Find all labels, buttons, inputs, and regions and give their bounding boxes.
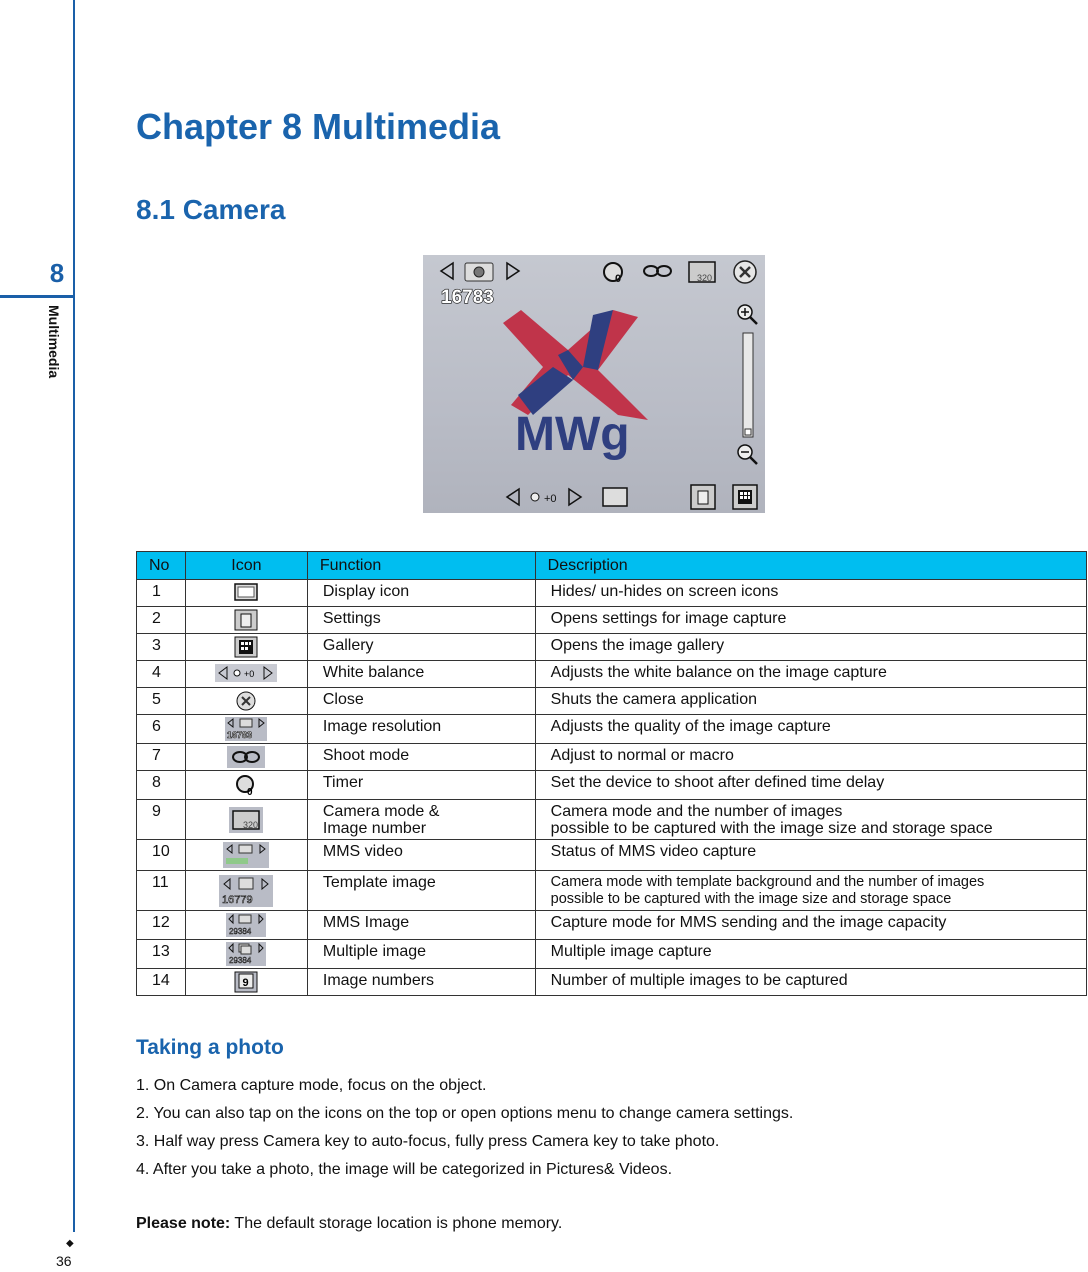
shoot-mode-icon <box>185 744 307 771</box>
row-description: Shuts the camera application <box>535 688 1086 715</box>
svg-text:0: 0 <box>615 273 622 285</box>
header-description: Description <box>535 552 1086 580</box>
template-image-icon <box>185 871 307 911</box>
multiple-image-icon <box>185 940 307 969</box>
camera-screenshot-graphic <box>423 255 765 513</box>
camera-mode-icon <box>185 800 307 840</box>
image-resolution-icon <box>185 715 307 744</box>
row-function: Gallery <box>307 634 535 661</box>
timer-icon <box>185 771 307 800</box>
section-title: 8.1 Camera <box>136 194 286 225</box>
row-description-line: Camera mode and the number of images <box>550 803 843 820</box>
svg-text:9: 9 <box>242 977 250 989</box>
step-item: 4. After you take a photo, the image will be categorized in Pictures& Videos. <box>136 1161 673 1178</box>
table-row <box>137 688 1087 715</box>
chapter-number: 8 <box>49 258 65 288</box>
svg-text:16779: 16779 <box>222 893 254 906</box>
table-row <box>137 744 1087 771</box>
step-item: 2. You can also tap on the icons on the top or open options menu to change camera settings. <box>136 1105 794 1122</box>
svg-text:29384: 29384 <box>229 927 252 936</box>
table-row <box>137 969 1087 996</box>
brightness-value: +0 <box>544 493 557 505</box>
shoot-mode-icon <box>644 266 671 276</box>
svg-text:320: 320 <box>243 819 259 830</box>
table-row <box>137 580 1087 607</box>
row-description: Hides/ un-hides on screen icons <box>535 580 1086 607</box>
step-item: 3. Half way press Camera key to auto-focus, fully press Camera key to take photo. <box>136 1133 720 1150</box>
row-description-line: Camera mode with template background and the number of images <box>550 874 985 890</box>
white-balance-control <box>507 489 581 505</box>
chapter-title: Chapter 8 Multimedia <box>136 106 501 147</box>
header-function: Function <box>307 552 535 580</box>
svg-text:0: 0 <box>247 787 253 797</box>
header-no: No <box>137 552 186 580</box>
zoom-slider-thumb <box>745 429 751 435</box>
row-no: 11 <box>137 871 186 911</box>
step-item: 1. On Camera capture mode, focus on the object. <box>136 1077 487 1094</box>
row-no: 10 <box>137 840 186 871</box>
mms-image-icon <box>185 911 307 940</box>
row-no: 14 <box>137 969 186 996</box>
row-no: 7 <box>137 744 186 771</box>
camera-icons-table <box>136 551 1087 996</box>
row-description <box>535 800 1086 840</box>
zoom-in-icon <box>738 305 757 324</box>
timer-icon <box>604 263 622 285</box>
row-no: 5 <box>137 688 186 715</box>
table-row <box>137 871 1087 911</box>
row-no: 8 <box>137 771 186 800</box>
row-function: Template image <box>307 871 535 911</box>
row-no: 6 <box>137 715 186 744</box>
row-no: 1 <box>137 580 186 607</box>
mms-video-icon <box>185 840 307 871</box>
mwg-logo <box>503 310 648 461</box>
row-description: Status of MMS video capture <box>535 840 1086 871</box>
close-icon <box>185 688 307 715</box>
row-function <box>307 800 535 840</box>
note-text: The default storage location is phone memory. <box>230 1215 563 1232</box>
row-function: Image resolution <box>307 715 535 744</box>
white-balance-icon <box>185 661 307 688</box>
row-no: 9 <box>137 800 186 840</box>
table-row <box>137 840 1087 871</box>
svg-text:29384: 29384 <box>229 956 252 965</box>
row-description-line: possible to be captured with the image size and storage space <box>550 891 952 907</box>
row-function: Shoot mode <box>307 744 535 771</box>
chapter-label-text: Multimedia <box>46 305 62 379</box>
table-row <box>137 940 1087 969</box>
row-function: MMS Image <box>307 911 535 940</box>
row-description: Opens settings for image capture <box>535 607 1086 634</box>
zoom-out-icon <box>738 445 757 464</box>
camera-mode-icon <box>689 262 715 283</box>
photo-counter: 16783 <box>441 287 494 308</box>
row-no: 12 <box>137 911 186 940</box>
table-row <box>137 800 1087 840</box>
row-description: Adjusts the white balance on the image capture <box>535 661 1086 688</box>
row-function: Close <box>307 688 535 715</box>
table-row <box>137 771 1087 800</box>
table-row <box>137 661 1087 688</box>
table-row <box>137 715 1087 744</box>
display-icon <box>185 580 307 607</box>
row-no: 13 <box>137 940 186 969</box>
row-no: 3 <box>137 634 186 661</box>
row-description: Set the device to shoot after defined time delay <box>535 771 1086 800</box>
row-description-line: possible to be captured with the image size and storage space <box>550 820 993 837</box>
row-function: Multiple image <box>307 940 535 969</box>
page-number: 36 <box>56 1253 72 1269</box>
row-no: 4 <box>137 661 186 688</box>
row-description <box>535 871 1086 911</box>
note-label: Please note: <box>136 1215 231 1232</box>
row-description: Multiple image capture <box>535 940 1086 969</box>
camera-screenshot <box>423 255 765 513</box>
note <box>136 1215 562 1233</box>
diamond-icon: ◆ <box>66 1238 74 1249</box>
image-numbers-icon <box>185 969 307 996</box>
svg-text:+0: +0 <box>244 669 255 679</box>
table-row <box>137 607 1087 634</box>
settings-icon <box>185 607 307 634</box>
chapter-label <box>38 305 68 405</box>
row-description: Opens the image gallery <box>535 634 1086 661</box>
table-row <box>137 911 1087 940</box>
table-header-row <box>137 552 1087 580</box>
row-function: Timer <box>307 771 535 800</box>
row-no: 2 <box>137 607 186 634</box>
sidebar-line <box>73 0 75 1232</box>
gallery-icon <box>733 485 757 509</box>
row-function: Image numbers <box>307 969 535 996</box>
display-icon <box>603 488 627 506</box>
row-description: Adjusts the quality of the image capture <box>535 715 1086 744</box>
row-function: MMS video <box>307 840 535 871</box>
svg-text:16783: 16783 <box>227 730 253 740</box>
close-icon <box>734 261 756 283</box>
top-left-controls <box>441 263 519 308</box>
header-icon: Icon <box>185 552 307 580</box>
row-function: Settings <box>307 607 535 634</box>
zoom-slider <box>743 333 753 437</box>
row-function: White balance <box>307 661 535 688</box>
row-description: Adjust to normal or macro <box>535 744 1086 771</box>
settings-icon <box>691 485 715 509</box>
row-description: Capture mode for MMS sending and the image capacity <box>535 911 1086 940</box>
table-row <box>137 634 1087 661</box>
row-function: Display icon <box>307 580 535 607</box>
row-function-line: Camera mode & <box>322 803 440 820</box>
resolution-badge: 320 <box>697 273 713 283</box>
gallery-icon <box>185 634 307 661</box>
row-description: Number of multiple images to be captured <box>535 969 1086 996</box>
sidebar-tab-marker <box>0 295 75 298</box>
subsection-title: Taking a photo <box>136 1036 284 1059</box>
row-function-line: Image number <box>322 820 427 837</box>
logo-text: MWg <box>515 408 630 461</box>
